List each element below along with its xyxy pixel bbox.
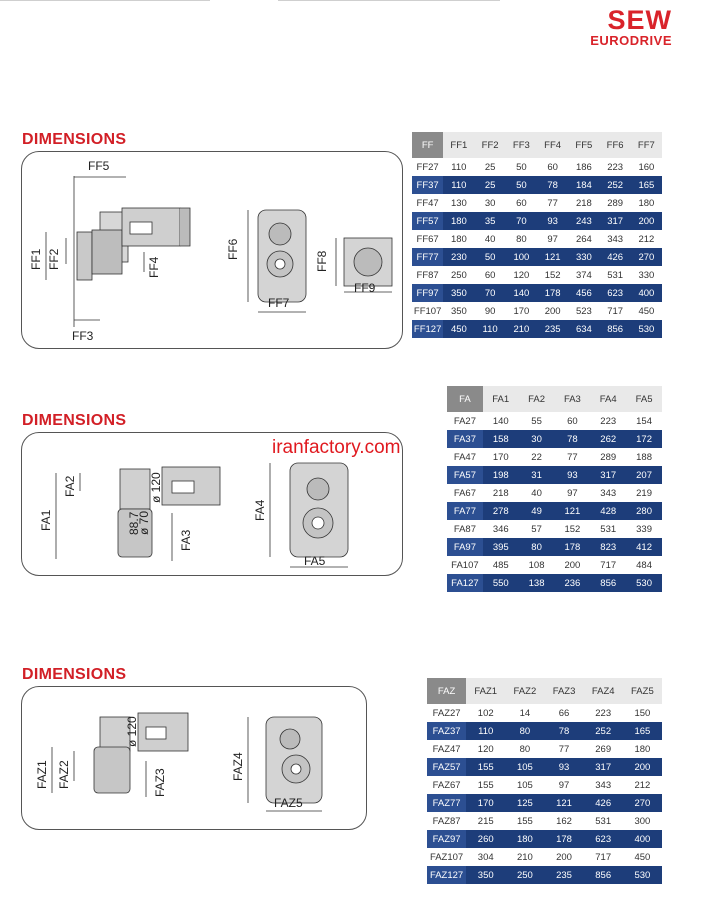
ff-label-ff5: FF5 xyxy=(88,159,110,173)
value-cell: 200 xyxy=(623,758,662,776)
model-cell: FAZ87 xyxy=(432,815,461,827)
value-cell: 180 xyxy=(638,197,655,209)
value-cell: 426 xyxy=(600,248,631,266)
table-header-row xyxy=(427,678,662,704)
model-cell: FAZ97 xyxy=(427,830,466,848)
value-cell: 93 xyxy=(544,758,583,776)
model-cell: FF67 xyxy=(416,233,439,245)
fa-label-fa5: FA5 xyxy=(304,554,326,568)
value-cell: 717 xyxy=(595,851,612,863)
value-cell: 162 xyxy=(556,815,572,827)
value-cell: 178 xyxy=(554,538,590,556)
value-cell: 856 xyxy=(600,320,631,338)
value-cell: 252 xyxy=(600,176,631,194)
value-cell: 339 xyxy=(636,523,652,535)
fa-dimensions-table xyxy=(447,386,662,592)
column-header: FF5 xyxy=(568,132,599,158)
value-cell: 531 xyxy=(600,523,617,535)
value-cell: 155 xyxy=(466,758,505,776)
value-cell: 108 xyxy=(528,559,545,571)
model-cell: FF107 xyxy=(413,305,442,317)
faz-dimensions-table xyxy=(427,678,662,884)
value-cell: 57 xyxy=(531,523,542,535)
value-cell: 152 xyxy=(564,523,581,535)
value-cell: 150 xyxy=(634,707,651,719)
ff-label-ff4: FF4 xyxy=(147,256,161,278)
column-header: FAZ1 xyxy=(466,678,505,704)
value-cell: 55 xyxy=(531,415,542,427)
value-cell: 856 xyxy=(584,866,623,884)
model-cell: FA37 xyxy=(447,430,483,448)
value-cell: 456 xyxy=(568,284,599,302)
table-row xyxy=(447,556,662,574)
value-cell: 30 xyxy=(519,430,555,448)
table-row xyxy=(447,538,662,556)
table-row xyxy=(412,248,662,266)
logo-subtext: EURODRIVE xyxy=(590,33,672,48)
value-cell: 243 xyxy=(568,212,599,230)
ff-label-ff7: FF7 xyxy=(268,296,290,310)
value-cell: 77 xyxy=(567,451,578,463)
table-row xyxy=(447,412,662,430)
value-cell: 158 xyxy=(483,430,519,448)
table-row xyxy=(427,812,662,830)
column-header: FA xyxy=(447,386,483,412)
model-cell: FA47 xyxy=(453,451,476,463)
section-title-ff: DIMENSIONS xyxy=(22,131,127,148)
value-cell: 207 xyxy=(626,466,662,484)
value-cell: 200 xyxy=(564,559,581,571)
value-cell: 400 xyxy=(631,284,662,302)
model-cell: FA87 xyxy=(453,523,476,535)
value-cell: 343 xyxy=(595,779,612,791)
value-cell: 50 xyxy=(475,248,506,266)
value-cell: 80 xyxy=(519,538,555,556)
model-cell: FF47 xyxy=(416,197,439,209)
column-header: FF xyxy=(412,132,443,158)
value-cell: 40 xyxy=(484,233,496,245)
table-row xyxy=(447,520,662,538)
model-cell: FA77 xyxy=(447,502,483,520)
value-cell: 78 xyxy=(554,430,590,448)
fa-label-fa4: FA4 xyxy=(253,499,267,521)
model-cell: FAZ67 xyxy=(432,779,461,791)
table-row xyxy=(447,502,662,520)
top-rule-left xyxy=(0,0,210,1)
value-cell: 450 xyxy=(443,320,474,338)
value-cell: 121 xyxy=(544,794,583,812)
model-cell: FA107 xyxy=(451,559,479,571)
value-cell: 120 xyxy=(477,743,494,755)
value-cell: 260 xyxy=(466,830,505,848)
value-cell: 80 xyxy=(516,233,527,245)
table-row xyxy=(427,704,662,722)
fa-label-88-7: 88.7 xyxy=(127,511,141,535)
value-cell: 49 xyxy=(519,502,555,520)
sew-eurodrive-logo xyxy=(590,6,672,48)
value-cell: 823 xyxy=(590,538,626,556)
value-cell: 100 xyxy=(506,248,537,266)
table-row xyxy=(447,466,662,484)
table-row xyxy=(427,830,662,848)
column-header: FF7 xyxy=(631,132,662,158)
value-cell: 80 xyxy=(505,722,544,740)
model-cell: FA57 xyxy=(447,466,483,484)
value-cell: 280 xyxy=(626,502,662,520)
value-cell: 110 xyxy=(475,320,506,338)
value-cell: 200 xyxy=(631,212,662,230)
value-cell: 262 xyxy=(590,430,626,448)
ff-label-ff3: FF3 xyxy=(72,329,94,343)
value-cell: 155 xyxy=(516,815,533,827)
table-row xyxy=(427,758,662,776)
value-cell: 269 xyxy=(595,743,612,755)
fa-label-d70: ø 70 xyxy=(137,510,151,535)
table-row xyxy=(412,320,662,338)
value-cell: 531 xyxy=(607,269,624,281)
value-cell: 264 xyxy=(575,233,592,245)
value-cell: 180 xyxy=(443,212,474,230)
value-cell: 77 xyxy=(558,743,570,755)
value-cell: 215 xyxy=(477,815,494,827)
value-cell: 530 xyxy=(623,866,662,884)
ff-label-ff2: FF2 xyxy=(47,248,61,270)
ff-drawing-svg xyxy=(22,152,404,350)
value-cell: 210 xyxy=(516,851,533,863)
model-cell: FF57 xyxy=(412,212,443,230)
value-cell: 717 xyxy=(607,305,624,317)
faz-label-faz1: FAZ1 xyxy=(35,760,49,789)
value-cell: 300 xyxy=(634,815,651,827)
value-cell: 426 xyxy=(584,794,623,812)
model-cell: FAZ47 xyxy=(432,743,461,755)
value-cell: 180 xyxy=(505,830,544,848)
model-cell: FF127 xyxy=(412,320,443,338)
value-cell: 93 xyxy=(554,466,590,484)
model-cell: FF87 xyxy=(416,269,439,281)
value-cell: 350 xyxy=(450,305,467,317)
value-cell: 25 xyxy=(475,176,506,194)
column-header: FA1 xyxy=(483,386,519,412)
table-row xyxy=(427,740,662,758)
value-cell: 170 xyxy=(466,794,505,812)
table-row xyxy=(427,776,662,794)
ff-label-ff1: FF1 xyxy=(29,248,43,270)
value-cell: 304 xyxy=(477,851,494,863)
model-cell: FF27 xyxy=(416,161,439,173)
column-header: FF2 xyxy=(475,132,506,158)
value-cell: 200 xyxy=(544,305,561,317)
table-header-row xyxy=(447,386,662,412)
value-cell: 212 xyxy=(638,233,655,245)
value-cell: 623 xyxy=(584,830,623,848)
value-cell: 400 xyxy=(623,830,662,848)
value-cell: 317 xyxy=(584,758,623,776)
table-row xyxy=(427,794,662,812)
value-cell: 66 xyxy=(558,707,570,719)
value-cell: 93 xyxy=(537,212,568,230)
value-cell: 223 xyxy=(600,415,617,427)
table-row xyxy=(412,230,662,248)
value-cell: 550 xyxy=(483,574,519,592)
value-cell: 40 xyxy=(531,487,542,499)
value-cell: 154 xyxy=(636,415,652,427)
value-cell: 178 xyxy=(537,284,568,302)
table-row xyxy=(412,302,662,320)
value-cell: 634 xyxy=(568,320,599,338)
value-cell: 50 xyxy=(506,176,537,194)
model-cell: FA127 xyxy=(447,574,483,592)
value-cell: 121 xyxy=(554,502,590,520)
value-cell: 412 xyxy=(626,538,662,556)
value-cell: 60 xyxy=(567,415,578,427)
value-cell: 530 xyxy=(631,320,662,338)
table-row xyxy=(412,284,662,302)
value-cell: 289 xyxy=(600,451,617,463)
ff-label-ff6: FF6 xyxy=(226,238,240,260)
value-cell: 172 xyxy=(626,430,662,448)
value-cell: 80 xyxy=(519,743,531,755)
table-row xyxy=(412,158,662,176)
faz-dimension-drawing xyxy=(21,686,367,830)
model-cell: FAZ77 xyxy=(427,794,466,812)
value-cell: 78 xyxy=(537,176,568,194)
value-cell: 210 xyxy=(506,320,537,338)
value-cell: 856 xyxy=(590,574,626,592)
model-cell: FAZ37 xyxy=(427,722,466,740)
value-cell: 110 xyxy=(443,176,474,194)
value-cell: 178 xyxy=(544,830,583,848)
ff-label-ff8: FF8 xyxy=(315,250,329,272)
value-cell: 125 xyxy=(505,794,544,812)
value-cell: 428 xyxy=(590,502,626,520)
value-cell: 97 xyxy=(547,233,558,245)
value-cell: 70 xyxy=(475,284,506,302)
column-header: FF4 xyxy=(537,132,568,158)
value-cell: 270 xyxy=(623,794,662,812)
value-cell: 77 xyxy=(547,197,558,209)
value-cell: 121 xyxy=(537,248,568,266)
table-row xyxy=(447,484,662,502)
model-cell: FF97 xyxy=(412,284,443,302)
value-cell: 218 xyxy=(492,487,509,499)
value-cell: 223 xyxy=(607,161,624,173)
value-cell: 350 xyxy=(466,866,505,884)
value-cell: 289 xyxy=(607,197,624,209)
value-cell: 198 xyxy=(483,466,519,484)
table-row xyxy=(412,266,662,284)
value-cell: 160 xyxy=(638,161,655,173)
value-cell: 25 xyxy=(484,161,496,173)
table-row xyxy=(447,448,662,466)
fa-label-fa1: FA1 xyxy=(39,509,53,531)
value-cell: 278 xyxy=(483,502,519,520)
value-cell: 450 xyxy=(638,305,655,317)
value-cell: 200 xyxy=(556,851,572,863)
value-cell: 170 xyxy=(492,451,509,463)
value-cell: 250 xyxy=(450,269,467,281)
value-cell: 218 xyxy=(575,197,592,209)
value-cell: 531 xyxy=(595,815,612,827)
value-cell: 14 xyxy=(519,707,531,719)
value-cell: 102 xyxy=(477,707,494,719)
value-cell: 186 xyxy=(575,161,592,173)
value-cell: 60 xyxy=(516,197,527,209)
model-cell: FAZ27 xyxy=(432,707,461,719)
value-cell: 219 xyxy=(636,487,652,499)
column-header: FAZ4 xyxy=(584,678,623,704)
table-row xyxy=(412,176,662,194)
section-title-fa: DIMENSIONS xyxy=(22,412,127,429)
table-row xyxy=(447,430,662,448)
value-cell: 31 xyxy=(519,466,555,484)
model-cell: FAZ107 xyxy=(429,851,464,863)
value-cell: 343 xyxy=(607,233,624,245)
value-cell: 140 xyxy=(492,415,509,427)
value-cell: 110 xyxy=(466,722,505,740)
table-row xyxy=(427,722,662,740)
column-header: FF3 xyxy=(506,132,537,158)
model-cell: FA97 xyxy=(447,538,483,556)
value-cell: 184 xyxy=(568,176,599,194)
column-header: FA5 xyxy=(626,386,662,412)
value-cell: 90 xyxy=(484,305,496,317)
watermark-text: iranfactory.com xyxy=(272,437,401,458)
value-cell: 484 xyxy=(636,559,652,571)
fa-label-fa2: FA2 xyxy=(63,475,77,497)
value-cell: 165 xyxy=(631,176,662,194)
value-cell: 152 xyxy=(544,269,561,281)
ff-dimension-drawing xyxy=(21,151,403,349)
logo-text: SEW xyxy=(607,5,672,35)
value-cell: 138 xyxy=(519,574,555,592)
ff-label-ff9: FF9 xyxy=(354,281,376,295)
value-cell: 60 xyxy=(484,269,496,281)
column-header: FA2 xyxy=(519,386,555,412)
value-cell: 105 xyxy=(505,758,544,776)
value-cell: 35 xyxy=(475,212,506,230)
value-cell: 252 xyxy=(584,722,623,740)
value-cell: 120 xyxy=(513,269,530,281)
value-cell: 50 xyxy=(516,161,527,173)
value-cell: 235 xyxy=(544,866,583,884)
value-cell: 155 xyxy=(477,779,494,791)
value-cell: 30 xyxy=(484,197,496,209)
value-cell: 330 xyxy=(568,248,599,266)
value-cell: 350 xyxy=(443,284,474,302)
value-cell: 105 xyxy=(516,779,533,791)
model-cell: FAZ127 xyxy=(427,866,466,884)
fa-label-d120: ø 120 xyxy=(149,472,163,503)
value-cell: 330 xyxy=(638,269,655,281)
column-header: FAZ xyxy=(427,678,466,704)
model-cell: FF37 xyxy=(412,176,443,194)
value-cell: 343 xyxy=(600,487,617,499)
fa-label-fa3: FA3 xyxy=(179,529,193,551)
value-cell: 170 xyxy=(513,305,530,317)
value-cell: 223 xyxy=(595,707,612,719)
faz-drawing-svg xyxy=(22,687,368,831)
value-cell: 97 xyxy=(567,487,578,499)
value-cell: 110 xyxy=(451,161,467,173)
model-cell: FA67 xyxy=(453,487,476,499)
value-cell: 270 xyxy=(631,248,662,266)
value-cell: 180 xyxy=(450,233,467,245)
top-rule-right xyxy=(278,0,500,1)
value-cell: 250 xyxy=(505,866,544,884)
faz-label-faz4: FAZ4 xyxy=(231,752,245,781)
value-cell: 180 xyxy=(634,743,651,755)
column-header: FA3 xyxy=(554,386,590,412)
faz-label-faz2: FAZ2 xyxy=(57,760,71,789)
value-cell: 188 xyxy=(636,451,652,463)
model-cell: FA27 xyxy=(453,415,476,427)
value-cell: 374 xyxy=(575,269,592,281)
column-header: FAZ2 xyxy=(505,678,544,704)
value-cell: 130 xyxy=(450,197,467,209)
value-cell: 78 xyxy=(544,722,583,740)
section-title-faz: DIMENSIONS xyxy=(22,666,127,683)
faz-label-faz5: FAZ5 xyxy=(274,796,303,810)
table-header-row xyxy=(412,132,662,158)
table-row xyxy=(427,866,662,884)
model-cell: FAZ57 xyxy=(427,758,466,776)
value-cell: 485 xyxy=(492,559,509,571)
value-cell: 140 xyxy=(506,284,537,302)
value-cell: 22 xyxy=(531,451,542,463)
value-cell: 717 xyxy=(600,559,617,571)
value-cell: 230 xyxy=(443,248,474,266)
column-header: FF1 xyxy=(443,132,474,158)
value-cell: 212 xyxy=(634,779,651,791)
faz-label-faz3: FAZ3 xyxy=(153,768,167,797)
value-cell: 317 xyxy=(600,212,631,230)
value-cell: 165 xyxy=(623,722,662,740)
column-header: FA4 xyxy=(590,386,626,412)
value-cell: 395 xyxy=(483,538,519,556)
value-cell: 70 xyxy=(506,212,537,230)
value-cell: 623 xyxy=(600,284,631,302)
value-cell: 530 xyxy=(626,574,662,592)
table-row xyxy=(427,848,662,866)
value-cell: 236 xyxy=(554,574,590,592)
value-cell: 235 xyxy=(537,320,568,338)
table-row xyxy=(412,194,662,212)
column-header: FF6 xyxy=(600,132,631,158)
ff-dimensions-table xyxy=(412,132,662,338)
column-header: FAZ3 xyxy=(544,678,583,704)
value-cell: 346 xyxy=(492,523,509,535)
model-cell: FF77 xyxy=(412,248,443,266)
value-cell: 60 xyxy=(547,161,558,173)
value-cell: 317 xyxy=(590,466,626,484)
value-cell: 523 xyxy=(575,305,592,317)
table-row xyxy=(447,574,662,592)
faz-label-d120: ø 120 xyxy=(125,716,139,747)
table-row xyxy=(412,212,662,230)
column-header: FAZ5 xyxy=(623,678,662,704)
value-cell: 97 xyxy=(558,779,570,791)
value-cell: 450 xyxy=(634,851,651,863)
